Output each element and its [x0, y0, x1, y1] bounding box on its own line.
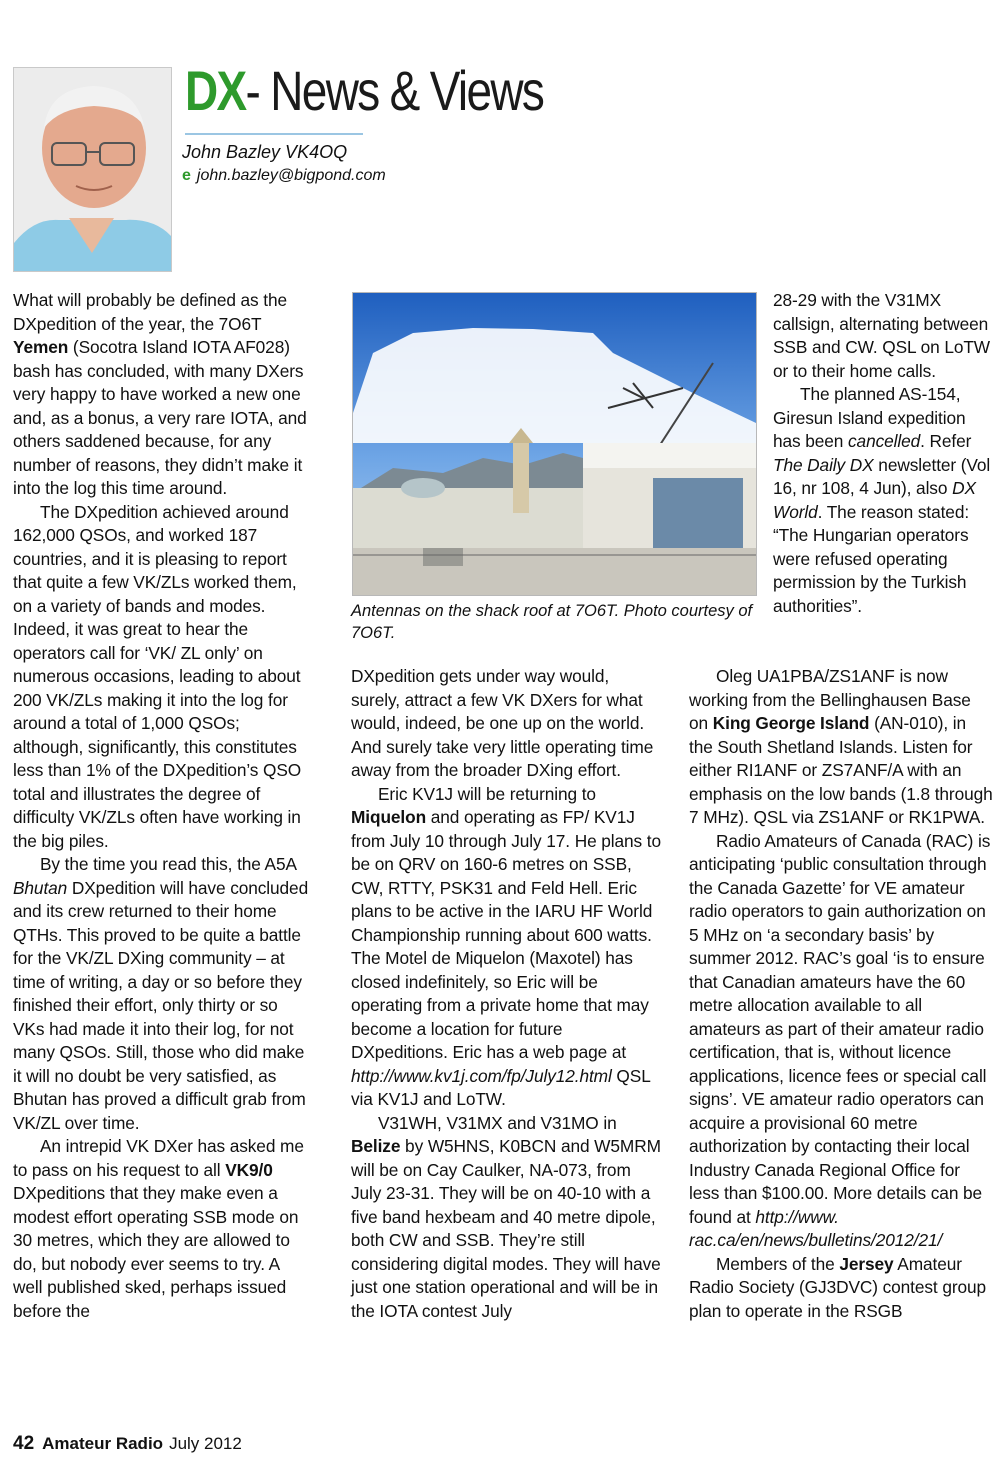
photo-caption: Antennas on the shack roof at 7O6T. Photo courtesy of 7O6T.	[351, 602, 753, 642]
page-footer	[13, 1433, 242, 1455]
paragraph: The DXpedition achieved around 162,000 QSOs, and worked 187 countries, and it is pleasing to report that quite a few VK/ZLs worked them, on a variety of bands and modes. Indeed, it was great to hear the operators call for ‘VK/ ZL only’ on numerous occasions, leading to about 200 VK/ZLs making it into the log for around a total of 1,000 QSOs; although, significantly, this constitutes less than 1% of the DXpedition’s QSO total and illustrates the degree of difficulty VK/ZLs often have working in the big piles.	[13, 501, 302, 851]
author-portrait	[13, 67, 172, 272]
email-prefix: e	[182, 167, 191, 184]
page-number: 42	[13, 1433, 35, 1454]
author-email[interactable]: john.bazley@bigpond.com	[196, 167, 386, 184]
author-name: John Bazley VK4OQ	[182, 142, 348, 162]
column-2	[351, 665, 661, 1323]
title-rest: - News & Views	[245, 59, 544, 122]
paragraph: DXpedition gets under way would, surely, attract a few VK DXers for what would, indeed, be one up on the world. And surely take very little operating time away from the broader DXing effort.	[351, 666, 654, 780]
issue-date: July 2012	[169, 1434, 242, 1453]
rac-link[interactable]: http://www. rac.ca/en/news/bulletins/2012/21/	[689, 1206, 943, 1250]
paragraph: Members of the Jersey Amateur Radio Society (GJ3DVC) contest group plan to operate in the RSGB	[689, 1253, 987, 1321]
paragraph: 28-29 with the V31MX callsign, alternating between SSB and CW. QSL on LoTW or to their home calls.	[773, 290, 991, 381]
column-3-top	[773, 289, 993, 618]
paragraph: The planned AS-154, Giresun Island expedition has been cancelled. Refer The Daily DX newsletter (Vol 16, nr 108, 4 Jun), also DX World. The reason stated: “The Hungarian operators were refused operating permission by the Turkish authorities”.	[773, 384, 991, 616]
paragraph: Eric KV1J will be returning to Miquelon and operating as FP/ KV1J from July 10 through July 17. He plans to be on QRV on 160-6 metres on SSB, CW, RTTY, PSK31 and Feld Hell. Eric plans to be active in the IARU HF World Championship running about 600 watts. The Motel de Miquelon (Maxotel) has closed indefinitely, so Eric will be operating from a private home that may become a location for future DXpeditions. Eric has a web page at http://www.kv1j.com/fp/July12.html QSL via KV1J and LoTW.	[351, 783, 662, 1109]
paragraph: An intrepid VK DXer has asked me to pass on his request to all VK9/0 DXpeditions that they make even a modest effort operating SSB mode on 30 metres, which they are allowed to do, but nobody ever seems to try. A well published sked, perhaps issued before the	[13, 1136, 304, 1321]
antenna-photo	[352, 292, 757, 596]
author-email-line	[182, 167, 386, 185]
paragraph: V31WH, V31MX and V31MO in Belize by W5HNS, K0BCN and W5MRM will be on Cay Caulker, NA-073, from July 23-31. They will be on 40-10 with a five band hexbeam and 40 metre dipole, both CW and SSB. They’re still considering digital modes. They will have just one station operational and will be in the IOTA contest July	[351, 1112, 661, 1321]
article-title	[185, 58, 543, 130]
title-dx: DX	[185, 59, 246, 122]
column-3-bottom	[689, 665, 994, 1323]
paragraph: What will probably be defined as the DXpedition of the year, the 7O6T Yemen (Socotra Island IOTA AF028) bash has concluded, with many DXers very happy to have worked a new one and, as a bonus, a very rare IOTA, and others saddened because, for any number of reasons, they didn’t make it into the log this time around.	[13, 290, 307, 498]
paragraph: Oleg UA1PBA/ZS1ANF is now working from the Bellinghausen Base on King George Island (AN-010), in the South Shetland Islands. Listen for either RI1ANF or ZS7ANF/A with an emphasis on the low bands (1.8 through 7 MHz). QSL via ZS1ANF or RK1PWA.	[689, 666, 993, 827]
magazine-name: Amateur Radio	[42, 1434, 164, 1453]
paragraph: Radio Amateurs of Canada (RAC) is anticipating ‘public consultation through the Canada Gazette’ for VE amateur radio operators to gain authorization on 5 MHz on ‘a secondary basis’ by summer 2012. RAC’s goal ‘is to ensure that Canadian amateurs have the 60 metre allocation available to all amateurs as part of their amateur radio certification, that is, without licence applications, licence fees or special call signs’. VE amateur radio operators can acquire a provisional 60 metre authorization by contacting their local Industry Canada Regional Office for less than $100.00. More details can be found at http://www. rac.ca/en/news/bulletins/2012/21/	[689, 830, 991, 1250]
kv1j-link[interactable]: http://www.kv1j.com/fp/July12.html	[351, 1065, 612, 1086]
title-rule	[185, 133, 363, 135]
column-1	[13, 289, 313, 1323]
paragraph: By the time you read this, the A5A Bhutan DXpedition will have concluded and its crew returned to their home QTHs. This proved to be quite a battle for the VK/ZL DXing community – at time of writing, a day or so before they finished their effort, only thirty or so VKs had made it into their log, for not many QSOs. Still, those who did make it will no doubt be very satisfied, as Bhutan has proved a difficult grab from VK/ZL over time.	[13, 854, 309, 1133]
